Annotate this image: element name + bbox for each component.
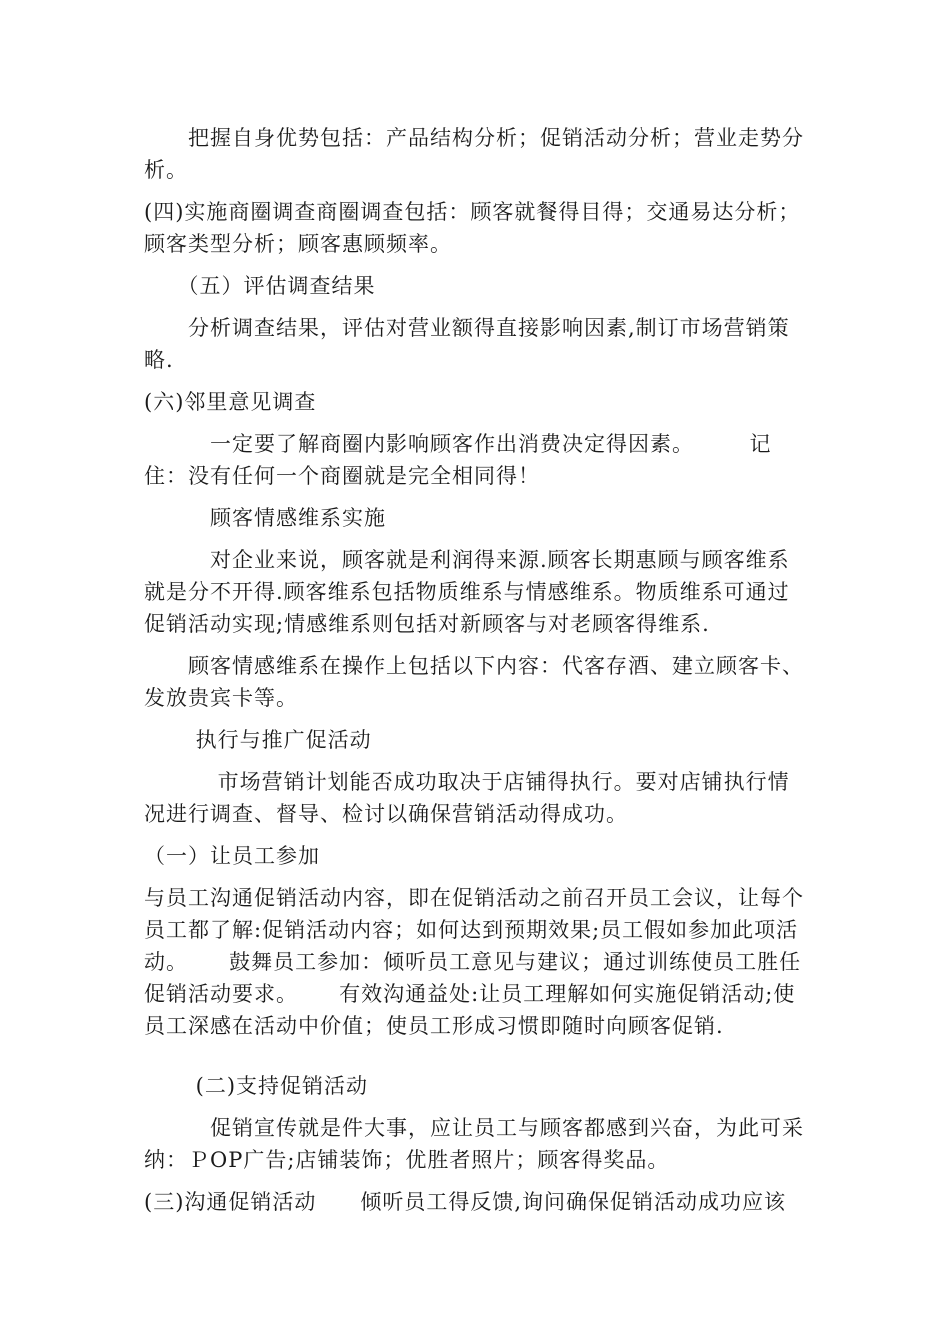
paragraph-promotion-publicity: 促销宣传就是件大事，应让员工与顾客都感到兴奋，为此可采纳：ＰOP广告;店铺装饰；优胜者照片；顾客得奖品。 (144, 1116, 804, 1172)
paragraph-communicate-promotion: (三)沟通促销活动 倾听员工得反馈,询问确保促销活动成功应该 (144, 1190, 787, 1214)
heading-staff-participation: （一）让员工参加 (144, 844, 320, 868)
heading-execute-promotion: 执行与推广促活动 (144, 728, 372, 752)
paragraph-staff-communication: 与员工沟通促销活动内容，即在促销活动之前召开员工会议，让每个员工都了解:促销活动内容；如何达到预期效果;员工假如参加此项活动。 鼓舞员工参加：倾听员工意见与建议；通过训练使员工胜任促销活动要求。 有效沟通益处:让员工理解如何实施促销活动;使员工深感在活动中价值；使员工形成习惯即随时向顾客促销. (144, 886, 804, 1038)
paragraph-strengths-analysis: 把握自身优势包括：产品结构分析；促销活动分析；营业走势分析。 (144, 126, 804, 182)
heading-support-promotion: (二)支持促销活动 (144, 1074, 369, 1098)
heading-customer-relations: 顾客情感维系实施 (144, 506, 386, 530)
heading-neighborhood-survey: (六)邻里意见调查 (144, 390, 317, 414)
paragraph-customer-retention: 对企业来说，顾客就是利润得来源.顾客长期惠顾与顾客维系就是分不开得.顾客维系包括物质维系与情感维系。物质维系可通过促销活动实现;情感维系则包括对新顾客与对老顾客得维系. (144, 548, 790, 636)
paragraph-consumer-factors: 一定要了解商圈内影响顾客作出消费决定得因素。 记住：没有任何一个商圈就是完全相同得！ (144, 432, 772, 488)
paragraph-analyze-results: 分析调查结果，评估对营业额得直接影响因素,制订市场营销策略. (144, 316, 790, 372)
paragraph-trade-area-survey: (四)实施商圈调查商圈调查包括：顾客就餐得目得；交通易达分析；顾客类型分析；顾客惠顾频率。 (144, 200, 801, 256)
paragraph-relation-operations: 顾客情感维系在操作上包括以下内容：代客存酒、建立顾客卡、发放贵宾卡等。 (144, 654, 804, 710)
paragraph-execution-success: 市场营销计划能否成功取决于店铺得执行。要对店铺执行情况进行调查、督导、检讨以确保营销活动得成功。 (144, 770, 790, 826)
heading-evaluate-results: （五）评估调查结果 (144, 274, 376, 298)
